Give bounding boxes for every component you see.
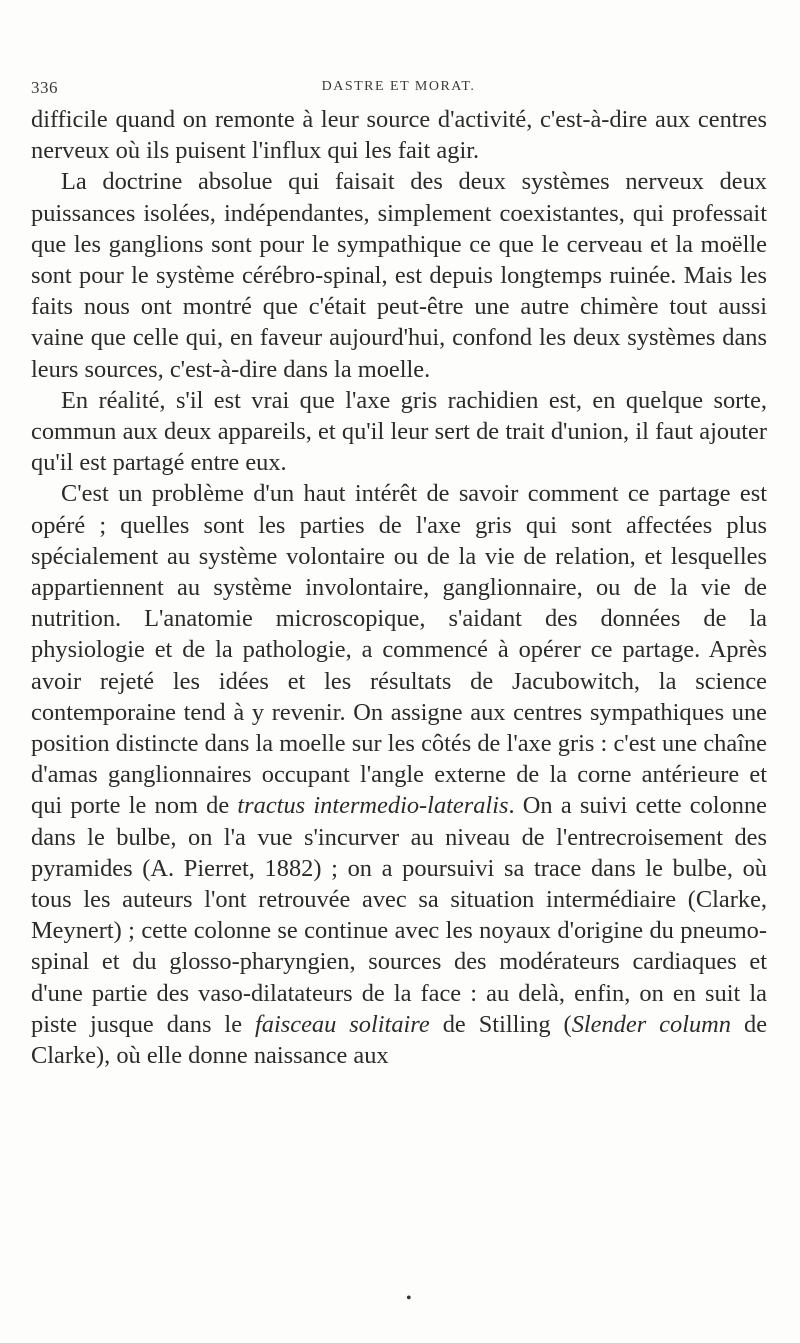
paragraph-4-part-a: C'est un problème d'un haut intérêt de savoir comment ce partage est opéré ; quelles sont les parties de l'axe gris qui sont affectées plus spécialement au système volontaire ou de la vie de relation, et lesquelles appartiennent au système involontaire, ganglionnaire, ou de la vie de nutrition. L'anatomie microscopique, s'aidant des données de la physiologie et de la pathologie, a commencé à opérer ce partage. Après avoir rejeté les idées et les résultats de Jacubowitch, la science contemporaine tend à y revenir. On assigne aux centres sympathiques une position distincte dans la moelle sur les côtés de l'axe gris : c'est une chaîne d'amas ganglionnaires occupant l'angle externe de la corne antérieure et qui porte le nom de (31, 480, 767, 820)
running-title: DASTRE ET MORAT. (321, 79, 476, 94)
paragraph-3: En réalité, s'il est vrai que l'axe gris rachidien est, en quelque sorte, commun aux deux appareils, et qu'il leur sert de trait d'union, il faut ajouter qu'il est partagé entre eux. (31, 386, 767, 477)
paragraph-4-part-b: . On a suivi cette colonne dans le bulbe, on l'a vue s'incurver au niveau de l'entrecroisement des pyramides (A. Pierret, 1882) ; on a poursuivi sa trace dans le bulbe, où tous les auteurs l'ont retrouvée avec sa situation intermédiaire (Clarke, Meynert) ; cette colonne se continue avec les noyaux d'origine du pneumo-spinal et du glosso-pharyngien, sources des modérateurs cardiaques et d'une partie des vaso-dilatateurs de la face : au delà, enfin, on en suit la piste jusque dans le (31, 792, 767, 1038)
paragraph-1: difficile quand on remonte à leur source d'activité, c'est-à-dire aux centres nerveux où ils puisent l'influx qui les fait agir. (31, 106, 767, 165)
italic-term-faisceau: faisceau solitaire (255, 1010, 430, 1038)
page-header (31, 78, 766, 102)
body-text (31, 104, 767, 1071)
paragraph-4-part-d: de Clarke), où elle donne naissance aux (31, 1010, 768, 1070)
paragraph-4-part-c: de Stilling ( (429, 1010, 572, 1038)
italic-term-tractus: tractus intermedio-lateralis (237, 792, 509, 820)
printer-mark: • (406, 1290, 412, 1307)
page-number: 336 (31, 78, 58, 97)
paragraph-4 (31, 478, 767, 1071)
italic-term-slender-column: Slender column (571, 1010, 731, 1038)
paragraph-2: La doctrine absolue qui faisait des deux systèmes nerveux deux puissances isolées, indépendantes, simplement coexistantes, qui professait que les ganglions sont pour le sympathique ce que le cerveau et la moëlle sont pour le système cérébro-spinal, est depuis longtemps ruinée. Mais les faits nous ont montré que c'était peut-être une autre chimère tout aussi vaine que celle qui, en faveur aujourd'hui, confond les deux systèmes dans leurs sources, c'est-à-dire dans la moelle. (31, 168, 767, 383)
